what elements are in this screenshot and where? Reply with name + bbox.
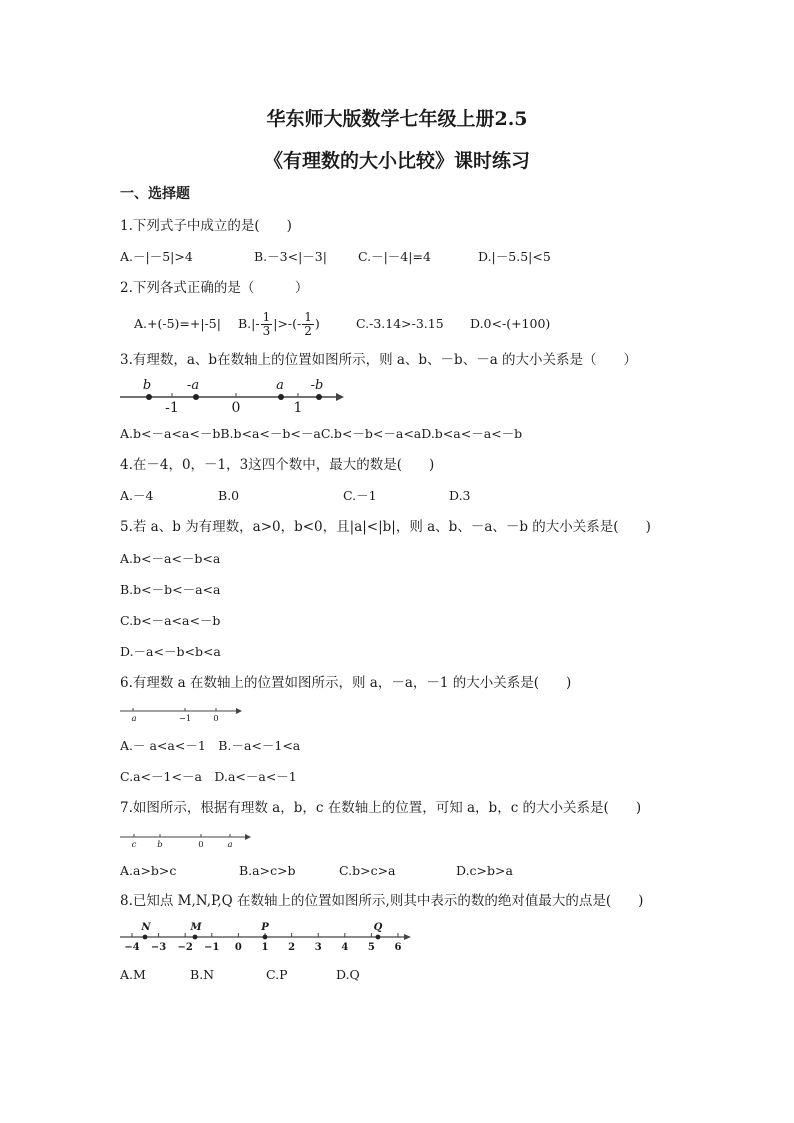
q8-option-c: C.P xyxy=(266,967,288,982)
section-heading: 一、选择题 xyxy=(120,186,190,202)
q2-option-b-prefix: B.|- xyxy=(238,316,260,331)
q1-option-a: A.－|－5|>4 xyxy=(120,249,193,264)
q2-option-c: C.-3.14>-3.15 xyxy=(356,316,444,331)
axis-tick-label: 5 xyxy=(367,942,375,953)
axis-label: c xyxy=(131,840,137,850)
axis-label: −1 xyxy=(178,714,192,724)
fraction-numerator: 1 xyxy=(262,310,271,324)
q8-option-d: D.Q xyxy=(336,967,360,982)
q5-option-a: A.b<－a<－b<a xyxy=(120,551,221,566)
axis-tick-label: −3 xyxy=(150,942,167,953)
axis-tick-label: -1 xyxy=(165,400,179,416)
axis-tick-label: 1 xyxy=(293,400,303,416)
axis-tick-label: −4 xyxy=(124,942,140,953)
axis-point-label: a xyxy=(276,378,284,393)
q2-option-b-suffix: ) xyxy=(314,316,320,331)
axis-point-q xyxy=(376,935,381,940)
axis-point-n xyxy=(143,935,148,940)
axis-point-label: b xyxy=(142,378,152,393)
q8-stem: 8.已知点 M,N,P,Q 在数轴上的位置如图所示,则其中表示的数的绝对值最大的点是( ) xyxy=(120,893,644,909)
axis-label: a xyxy=(227,840,233,850)
q1-option-b: B.－3<|－3| xyxy=(254,249,327,264)
axis-label: a xyxy=(131,714,137,724)
q8-option-a: A.M xyxy=(120,967,146,982)
q7-option-a: A.a>b>c xyxy=(120,863,177,878)
title-line-2: 《有理数的大小比较》课时练习 xyxy=(263,150,530,172)
q5-stem: 5.若 a、b 为有理数，a>0，b<0，且|a|<|b|，则 a、b、－a、－b 的大小关系是( ) xyxy=(120,519,651,535)
axis-tick-label: −1 xyxy=(204,942,220,953)
axis-point-label: N xyxy=(141,922,151,933)
q5-option-b: B.b<－b<－a<a xyxy=(120,582,221,597)
q4-option-c: C.－1 xyxy=(343,488,377,503)
axis-point-p xyxy=(263,935,268,940)
q4-option-b: B.0 xyxy=(218,488,240,503)
q4-option-a: A.－4 xyxy=(120,488,154,503)
axis-label: 0 xyxy=(198,840,204,850)
q7-option-b: B.a>c>b xyxy=(239,863,296,878)
q1-stem: 1.下列式子中成立的是( ) xyxy=(120,218,292,234)
q8-option-b: B.N xyxy=(190,967,215,982)
q6-options-line-1: A.－ a<a<－1 B.－a<－1<a xyxy=(120,738,301,753)
q5-option-d: D.－a<－b<b<a xyxy=(120,644,221,659)
axis-point-label: Q xyxy=(373,922,383,933)
q2-stem: 2.下列各式正确的是（ ） xyxy=(120,280,309,296)
title-line-1: 华东师大版数学七年级上册2.5 xyxy=(266,108,528,130)
axis-label: b xyxy=(157,840,163,850)
q1-option-c: C.－|－4|=4 xyxy=(358,249,431,264)
q3-options: A.b<－a<a<－bB.b<a<－b<－aC.b<－b<－a<aD.b<a<－a<－b xyxy=(120,426,523,441)
q6-options-line-2: C.a<－1<－a D.a<－a<－1 xyxy=(120,769,297,784)
q2-option-b-middle: |>-(- xyxy=(273,316,302,331)
q2-option-d: D.0<-(+100) xyxy=(470,316,551,331)
axis-arrow xyxy=(404,934,411,940)
q4-stem: 4.在－4，0，－1，3这四个数中，最大的数是( ) xyxy=(120,457,435,473)
q5-option-c: C.b<－a<a<－b xyxy=(120,613,221,628)
axis-tick-label: 0 xyxy=(234,942,242,953)
q6-stem: 6.有理数 a 在数轴上的位置如图所示，则 a，－a，－1 的大小关系是( ) xyxy=(120,675,572,691)
axis-tick-label: 1 xyxy=(261,942,269,953)
axis-point-m xyxy=(193,935,198,940)
q7-option-d: D.c>b>a xyxy=(456,863,513,878)
fraction-denominator: 2 xyxy=(304,324,312,338)
q4-option-d: D.3 xyxy=(449,488,471,503)
axis-tick-label: 3 xyxy=(314,942,322,953)
fraction-denominator: 3 xyxy=(262,324,271,338)
q3-stem: 3.有理数，a、b在数轴上的位置如图所示，则 a、b、－b、－a 的大小关系是（ ） xyxy=(120,352,638,368)
q7-stem: 7.如图所示，根据有理数 a，b，c 在数轴上的位置，可知 a，b，c 的大小关系是( ) xyxy=(120,800,642,816)
axis-tick-label: 6 xyxy=(394,942,402,953)
axis-point-label: M xyxy=(190,922,202,933)
axis-label: 0 xyxy=(213,714,219,724)
axis-point-label: -a xyxy=(186,378,200,393)
axis-tick-label: 4 xyxy=(341,942,349,953)
q1-option-d: D.|－5.5|<5 xyxy=(478,249,551,264)
q2-option-a: A.+(-5)=+|-5| xyxy=(134,316,221,331)
fraction-numerator: 1 xyxy=(304,310,312,324)
axis-point-label: P xyxy=(261,922,269,933)
axis-tick-label: −2 xyxy=(177,942,193,953)
q7-option-c: C.b>c>a xyxy=(339,863,396,878)
axis-tick-label: 0 xyxy=(231,400,241,416)
axis-tick-label: 2 xyxy=(288,942,296,953)
axis-point-label: -b xyxy=(310,378,324,393)
